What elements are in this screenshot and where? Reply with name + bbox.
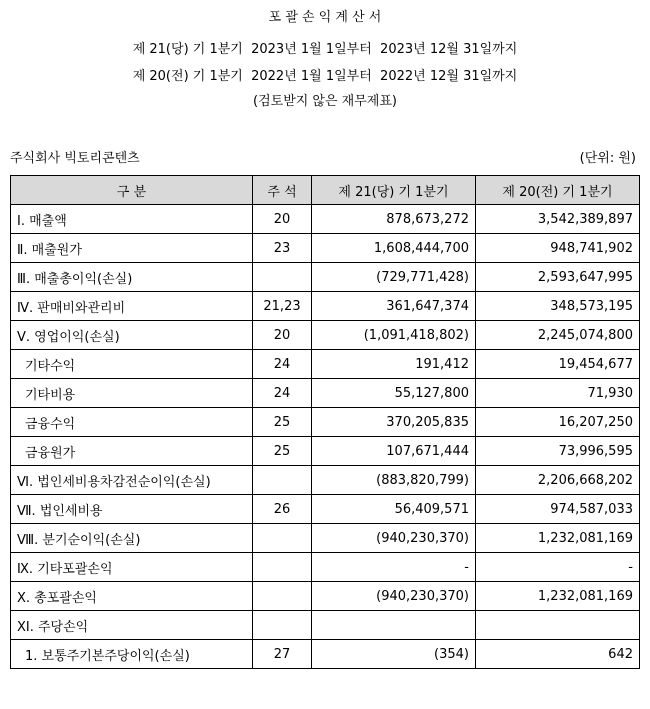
row-item-label: Ⅱ. 매출원가	[11, 234, 253, 263]
income-statement-table	[10, 175, 640, 669]
statement-title: 포 괄 손 익 계 산 서	[268, 10, 382, 25]
row-current-amount: -	[312, 553, 476, 582]
table-row	[11, 524, 640, 553]
row-prior-amount: 73,996,595	[476, 437, 640, 466]
row-prior-amount: 2,206,668,202	[476, 466, 640, 495]
row-note	[253, 466, 312, 495]
row-note: 23	[253, 234, 312, 263]
row-item-label: Ⅸ. 기타포괄손익	[11, 553, 253, 582]
row-note: 25	[253, 408, 312, 437]
row-note: 21,23	[253, 292, 312, 321]
row-note	[253, 263, 312, 292]
row-prior-amount: -	[476, 553, 640, 582]
row-note	[253, 582, 312, 611]
row-current-amount: (940,230,370)	[312, 524, 476, 553]
period-current: 제 21(당) 기 1분기 2023년 1월 1일부터 2023년 12월 31일까지	[132, 42, 518, 57]
row-prior-amount: 348,573,195	[476, 292, 640, 321]
row-current-amount: (940,230,370)	[312, 582, 476, 611]
row-prior-amount: 2,245,074,800	[476, 321, 640, 350]
table-row	[11, 495, 640, 524]
column-header-note: 주 석	[253, 176, 312, 205]
table-row	[11, 292, 640, 321]
table-row	[11, 466, 640, 495]
row-note: 20	[253, 205, 312, 234]
column-header-item: 구 분	[11, 176, 253, 205]
row-item-label: 금융원가	[11, 437, 253, 466]
table-row	[11, 263, 640, 292]
row-note: 20	[253, 321, 312, 350]
row-item-label: 기타비용	[11, 379, 253, 408]
row-prior-amount: 16,207,250	[476, 408, 640, 437]
row-prior-amount	[476, 611, 640, 640]
table-row	[11, 437, 640, 466]
row-prior-amount: 642	[476, 640, 640, 669]
row-item-label: 금융수익	[11, 408, 253, 437]
row-prior-amount: 1,232,081,169	[476, 524, 640, 553]
row-item-label: Ⅵ. 법인세비용차감전순이익(손실)	[11, 466, 253, 495]
table-row	[11, 553, 640, 582]
row-note: 26	[253, 495, 312, 524]
table-row	[11, 205, 640, 234]
column-header-prior: 제 20(전) 기 1분기	[476, 176, 640, 205]
row-current-amount: 107,671,444	[312, 437, 476, 466]
row-item-label: Ⅲ. 매출총이익(손실)	[11, 263, 253, 292]
row-item-label: Ⅴ. 영업이익(손실)	[11, 321, 253, 350]
row-item-label: Ⅷ. 분기순이익(손실)	[11, 524, 253, 553]
row-item-label: XI. 주당손익	[11, 611, 253, 640]
row-current-amount	[312, 611, 476, 640]
row-prior-amount: 1,232,081,169	[476, 582, 640, 611]
row-current-amount: 191,412	[312, 350, 476, 379]
row-prior-amount: 19,454,677	[476, 350, 640, 379]
unit-label: (단위: 원)	[579, 151, 636, 166]
period-prior: 제 20(전) 기 1분기 2022년 1월 1일부터 2022년 12월 31일까지	[132, 69, 518, 84]
row-note	[253, 611, 312, 640]
row-current-amount: 55,127,800	[312, 379, 476, 408]
row-prior-amount: 948,741,902	[476, 234, 640, 263]
company-name: 주식회사 빅토리콘텐츠	[10, 151, 140, 166]
row-item-label: Ⅰ. 매출액	[11, 205, 253, 234]
row-prior-amount: 3,542,389,897	[476, 205, 640, 234]
row-item-label: 1. 보통주기본주당이익(손실)	[11, 640, 253, 669]
table-row	[11, 611, 640, 640]
row-note	[253, 524, 312, 553]
row-current-amount: 361,647,374	[312, 292, 476, 321]
row-item-label: 기타수익	[11, 350, 253, 379]
row-current-amount: (729,771,428)	[312, 263, 476, 292]
row-item-label: Ⅶ. 법인세비용	[11, 495, 253, 524]
table-header-row	[11, 176, 640, 205]
row-current-amount: 370,205,835	[312, 408, 476, 437]
row-prior-amount: 2,593,647,995	[476, 263, 640, 292]
row-note: 24	[253, 379, 312, 408]
column-header-current: 제 21(당) 기 1분기	[312, 176, 476, 205]
row-current-amount: 1,608,444,700	[312, 234, 476, 263]
row-item-label: Ⅳ. 판매비와관리비	[11, 292, 253, 321]
table-row	[11, 350, 640, 379]
row-current-amount: (1,091,418,802)	[312, 321, 476, 350]
row-note: 25	[253, 437, 312, 466]
audit-note: (검토받지 않은 재무제표)	[253, 94, 397, 109]
table-row	[11, 582, 640, 611]
row-current-amount: 878,673,272	[312, 205, 476, 234]
table-row	[11, 379, 640, 408]
row-item-label: Ⅹ. 총포괄손익	[11, 582, 253, 611]
table-row	[11, 234, 640, 263]
row-prior-amount: 974,587,033	[476, 495, 640, 524]
table-row	[11, 321, 640, 350]
row-note: 24	[253, 350, 312, 379]
row-current-amount: 56,409,571	[312, 495, 476, 524]
table-row	[11, 640, 640, 669]
row-prior-amount: 71,930	[476, 379, 640, 408]
table-row	[11, 408, 640, 437]
row-note	[253, 553, 312, 582]
row-current-amount: (354)	[312, 640, 476, 669]
row-note: 27	[253, 640, 312, 669]
row-current-amount: (883,820,799)	[312, 466, 476, 495]
